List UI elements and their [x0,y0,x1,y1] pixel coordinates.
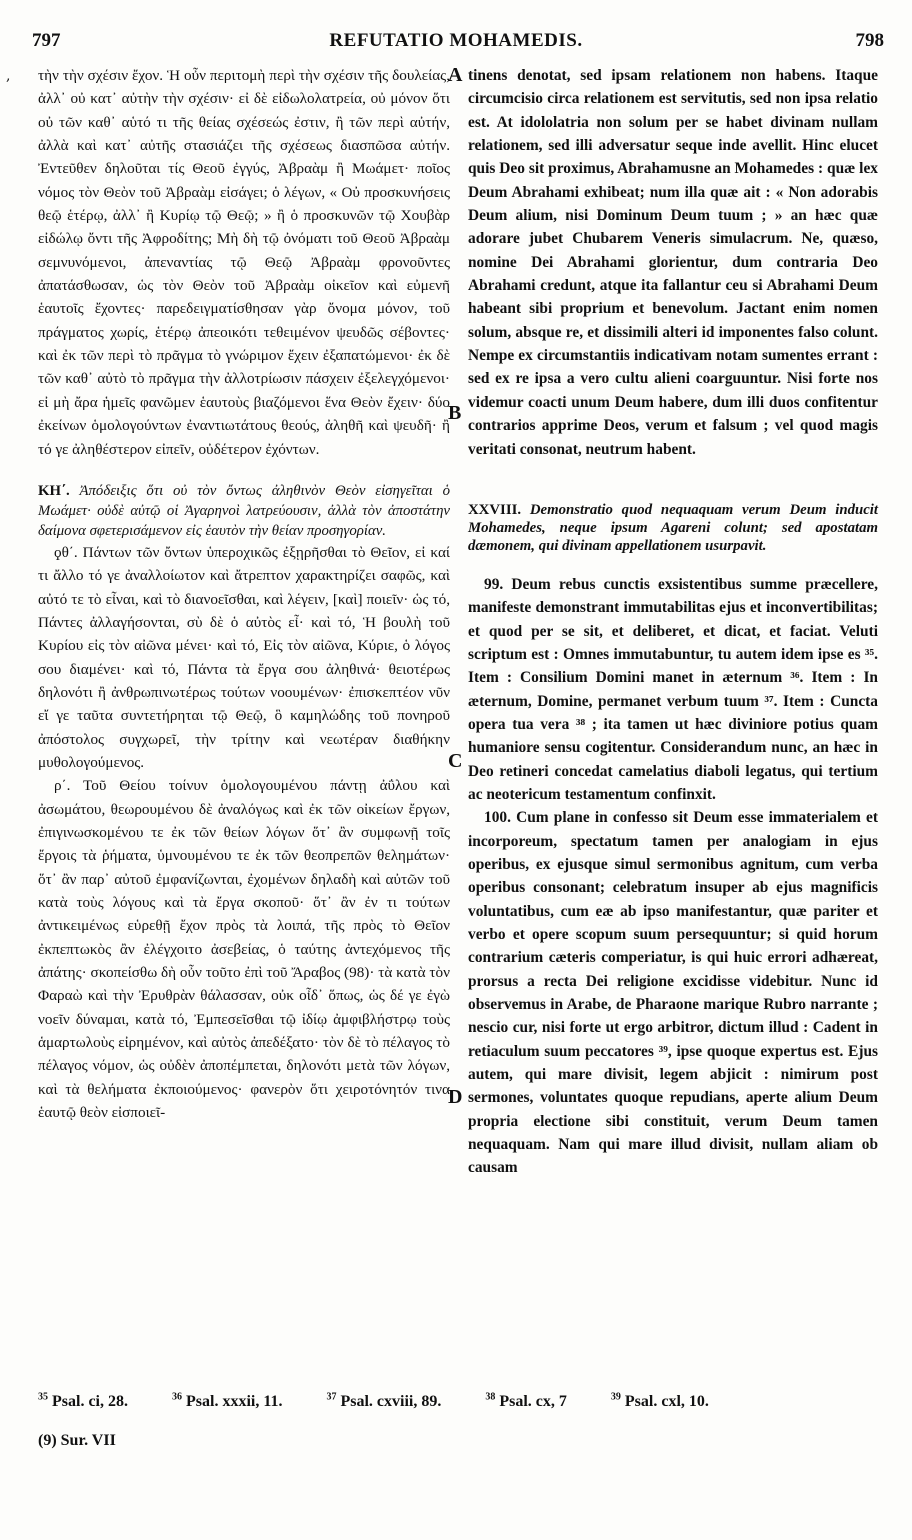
footnote: $^{37}$ Psal. cxviii, 89. [326,1392,442,1411]
greek-heading-number: ΚΗ΄. [38,482,70,499]
page-header [28,30,884,58]
margin-tick: , [6,68,11,84]
margin-marker-d: D [448,1086,463,1108]
greek-paragraph-3: ρ΄. Τοῦ Θείου τοίνυν ὁμολογουμένου πάντῃ ἀΰλου καὶ ἀσωμάτου, θεωρουμένου δὲ ἀναλόγως καὶ ἐκ τῶν οἰκείων ἔργων, ἐπιγινωσκομένου τε ἐκ τῶν θείων λόγων ὅτ᾽ ἂν συμφωνῇ τοῖς ἔργοις τὰ ῥήματα, ὑμνουμένου τε ἐκ τῶν θεοπρεπῶν θελημάτων· ὅτ᾽ ἂν παρ᾽ αὐτοῦ ἐμφανίζωνται, ἐχομένων δηλαδὴ καὶ αὐτῶν τοῦ κατὰ τοὺς λόγους καὶ τὰ ἔργα σκοποῦ· ὅτ᾽ ἂν ἐν τι τούτων ἀντικειμένως εὑρεθῇ ἔχον πρὸς τὰ λοιπά, τῆς πρὸς τὸ Θεῖον ἐκπεπτωκὸς ἂν ἐλέγχοιτο ἀσεβείας, ὁ ταύτης ἀντεχόμενος τῆς ἀπάτης· σκοπείσθω δὴ οὖν τοῦτο ἐπὶ τοῦ Ἄραβος (98)· τὰ κατὰ τὸν Φαραὼ καὶ τὴν Ἐρυθρὰν θάλασσαν, οὐκ οἶδ᾽ ὅπως, ὡς δέ γε ἐγὼ νοεῖν δύναμαι, κατὰ τό, Ἐμπεσεῖσθαι τῷ ἰδίῳ ἀμφιβλήστρῳ τοὺς ἁμαρτωλοὺς εἰρημένον, καὶ αὐτὸς ἀπεδέξατο· τὸν δὲ τὸ πέλαγος τὸ πέλαγος νόμον, ὡς οὐδὲν ἀποπέμπεται, δηλονότι μετὰ τῶν λόγων, καὶ τὰ θελήματα ἐκποιούμενος· φανερὸν ὅτι χειροτόνητόν τινα ἑαυτῷ θεὸν εἰσποιεῖ- [38,777,450,1122]
greek-heading-text: Ἀπόδειξις ὅτι οὐ τὸν ὄντως ἀληθινὸν Θεὸν εἰσηγεῖται ὁ Μωάμετ· οὐδὲ αὐτῷ οἱ Ἀγαρηνοὶ λατρεύουσιν, ἀλλὰ τὸν ἀποστάτην δαίμονα σφετερισάμενον εἰς ἑαυτὸν τὴν θείαν προσηγορίαν. [38,482,450,539]
latin-heading-number: XXVIII. [468,501,522,518]
footnote: $^{36}$ Psal. xxxii, 11. [172,1392,283,1411]
source-note: (9) Sur. VII [38,1432,116,1449]
greek-section-heading [38,481,450,541]
footnotes [38,1392,898,1411]
latin-paragraph-1: tinens denotat, sed ipsam relationem non habens. Itaque circumcisio circa relationem est servitutis, sed non ipsa relatio est. At idololatria non solum per se habet divinam nullam relationem, sed illi adversatur seque inde avellit. Hinc elucet quis Deo sit proximus, Abrahamusne an Mohamedes : quæ lex Deum Abrahami exhibeat; num illa quæ ait : « Non adorabis Deum alium, nisi Dominum Deum tuum ; » an hæc quæ adorare jubet Chubarem Veneris simulacrum. Ne, quæso, nomine Dei Abrahami glorientur, dum contraria Deo Abrahami credunt, atque ita fallantur ceu si Abrahami Deum habeant sibi proprium et benevolum. Jactant enim nomen solum, absque re, et dissimili alteri id imponentes falso colunt. Nempe ex circumstantiis indicativam notam sumentes errant : sed ex re ipsa a vero cultu alieni coarguuntur. Nisi forte nos videmur coacti unum Deum habere, dum illi duos confitentur contrarios apprime Deos, verum et falsum ; vel quod magis veritati consonat, neutrum habent. [468,67,878,458]
footnote: $^{38}$ Psal. cx, 7 [485,1392,567,1411]
greek-column [38,64,450,1124]
margin-marker-c: C [448,750,463,772]
latin-section-heading [468,501,878,555]
latin-paragraph-2: 99. Deum rebus cunctis exsistentibus summe præcellere, manifeste demonstrant immutabilitas ejus et inconvertibilitas; et quod per se sit, et deliberet, et dicat, et faciat. Veluti scriptum est : Omnes immutabuntur, tu autem idem ipse es ³⁵. Item : Consilium Domini manet in æternum ³⁶. Item : In æternum, Domine, permanet verbum tuum ³⁷. Item : Cuncta opera tua vera ³⁸ ; ita tamen ut hæc diviniore potius quam humaniore sensu cogitentur. Considerandum nunc, an hæc in Deo retineri concedat camelatius diaboli legatus, qui tertium ac neotericum testamentum confinxit. [468,575,878,803]
greek-paragraph-1: τὴν τὴν σχέσιν ἔχον. Ἡ οὖν περιτομὴ περὶ τὴν σχέσιν τῆς δουλείας, ἀλλ᾽ οὐ κατ᾽ αὐτὴν τὴν σχέσιν· εἰ δὲ εἰδωλολατρεία, οὐ μόνον ὅτι οὐ τῶν καθ᾽ αὑτό τι τῆς θείας σχέσεώς ἐστιν, ἢ τῶν περὶ αὐτήν, ἀλλὰ καὶ κατ᾽ αὐτῆς στασιάζει τῆς σχέσεως διασπῶσα αὐτήν. Ἐντεῦθεν δηλοῦται τίς Θεοῦ ἐγγύς, Ἀβραὰμ ἢ Μωάμετ· ποῖος νόμος τὸν Θεὸν τοῦ Ἀβραὰμ εἰσάγει; ὁ λέγων, « Οὐ προσκυνήσεις θεῷ ἑτέρῳ, ἀλλ᾽ ἢ Κυρίῳ τῷ Θεῷ; » ἢ ὁ προσκυνῶν τῷ Χουβὰρ εἰδώλῳ ὄντι τῆς Ἀφροδίτης; Μὴ δὴ τῷ ὀνόματι τοῦ Θεοῦ Ἀβραὰμ σεμνυνόμενοι, ἀπεναντίας τῷ Θεῷ Ἀβραὰμ φρονοῦντες ἀπατάσθωσαν, ὡς τὸν Θεὸν τοῦ Ἀβραὰμ οἰκεῖον καὶ εὐμενῆ ἑαυτοῖς ἔχοντες· παρεδειγματίσθησαν γὰρ ὄνομα μόνον, τοῦ πράγματος χωρίς, ἑτέρῳ ἀπεοικότι τεθειμένον ψευδῶς σέβοντες· καὶ ἐκ τῶν περὶ τὸ πρᾶγμα τὸ γνώριμον ἔχειν ἐξαπατώμενοι· ἐκ δὲ τῶν καθ᾽ αὐτὸ τὸ πρᾶγμα τὴν ἀλλοτρίωσιν πάσχειν ἐξελεγχόμενοι· εἰ μὴ ἄρα ἡμεῖς φανῶμεν ἑαυτοὺς βιαζόμενοι ἕνα Θεὸν ἔχειν· δύο ἐκείνων ὁμολογούντων ἐναντιωτάτους θεούς, ἀληθῆ καὶ ψευδῆ· ἢ τό γε ἀληθέστερον εἰπεῖν, οὐδέτερον ἐχόντων. [38,67,450,458]
latin-heading-text: Demonstratio quod nequaquam verum Deum inducit Mohamedes, neque ipsum Agareni colunt; sed apostatam dæmonem, qui divinam appellationem usurpavit. [468,501,878,554]
page-number-right: 798 [855,30,884,51]
latin-paragraph-3: 100. Cum plane in confesso sit Deum esse immaterialem et incorporeum, spectatum tamen per analogiam in ejus operibus, ex ejusque simul sermonibus agnitum, cum verba operibus consonant; celebratum insuper ab ejus magnificis voluntatibus, cum eæ ab ipso manifestantur, quæ pariter et verbo et opere scopum suum persequuntur; si quid horum contrarium cæteris comperiatur, is qui huic errori adhæreat, prorsus a recta Dei religione excidisse videbitur. Nunc id observemus in Arabe, de Pharaone marique Rubro narrante ; nescio cur, nisi forte ut ergo arbitror, dictum illud : Cadent in retiaculum suum peccatores ³⁹, ipse quoque expertus est. Ejus autem, qui mare divisit, legem abjicit : nimirum post sermones, voluntates quoque repudians, aperte alium Deum propria electione sibi constituit, verum Deum tamen nequaquam. Nam qui mare illud divisit, nullam aliam ob causam [468,809,878,1177]
latin-column [468,64,878,1180]
footnote: $^{39}$ Psal. cxl, 10. [610,1392,709,1411]
greek-paragraph-2: ϙθ΄. Πάντων τῶν ὄντων ὑπεροχικῶς ἐξῃρῆσθαι τὸ Θεῖον, εἰ καί τι ἄλλο τό γε ἀναλλοίωτον καὶ ἄτρεπτον χαρακτηρίζει σαφῶς, καὶ αὐτό τε τὸ εἶναι, καὶ τὸ διανοεῖσθαι, καὶ λέγειν, [καὶ] ποιεῖν· ὡς τό, Πάντες ἀλλαγήσονται, σὺ δὲ ὁ αὐτὸς εἶ· καὶ τό, Ἡ βουλὴ τοῦ Κυρίου εἰς τὸν αἰῶνα μένει· καὶ τό, Εἰς τὸν αἰῶνα, Κύριε, ὁ λόγος σου διαμένει· καὶ τό, Πάντα τὰ ἔργα σου ἀληθινά· θειοτέρως δηλονότι ἢ ἀνθρωπινωτέρως τούτων νοουμένων· ἐπισκεπτέον νῦν εἴ γε ταῦτα συντετήρηται τῷ Θεῷ, ὃ καμηλώδης τοῦ πονηροῦ ἀπόστολος συγχωρεῖ, τὴν τρίτην καὶ νεωτέραν διαθήκην μυθολογούμενος. [38,543,450,771]
footnote: $^{35}$ Psal. ci, 28. [38,1392,128,1411]
margin-marker-b: B [448,402,462,424]
page-number-left: 797 [32,30,61,51]
margin-marker-a: A [448,64,463,86]
running-title: REFUTATIO MOHAMEDIS. [329,30,583,51]
